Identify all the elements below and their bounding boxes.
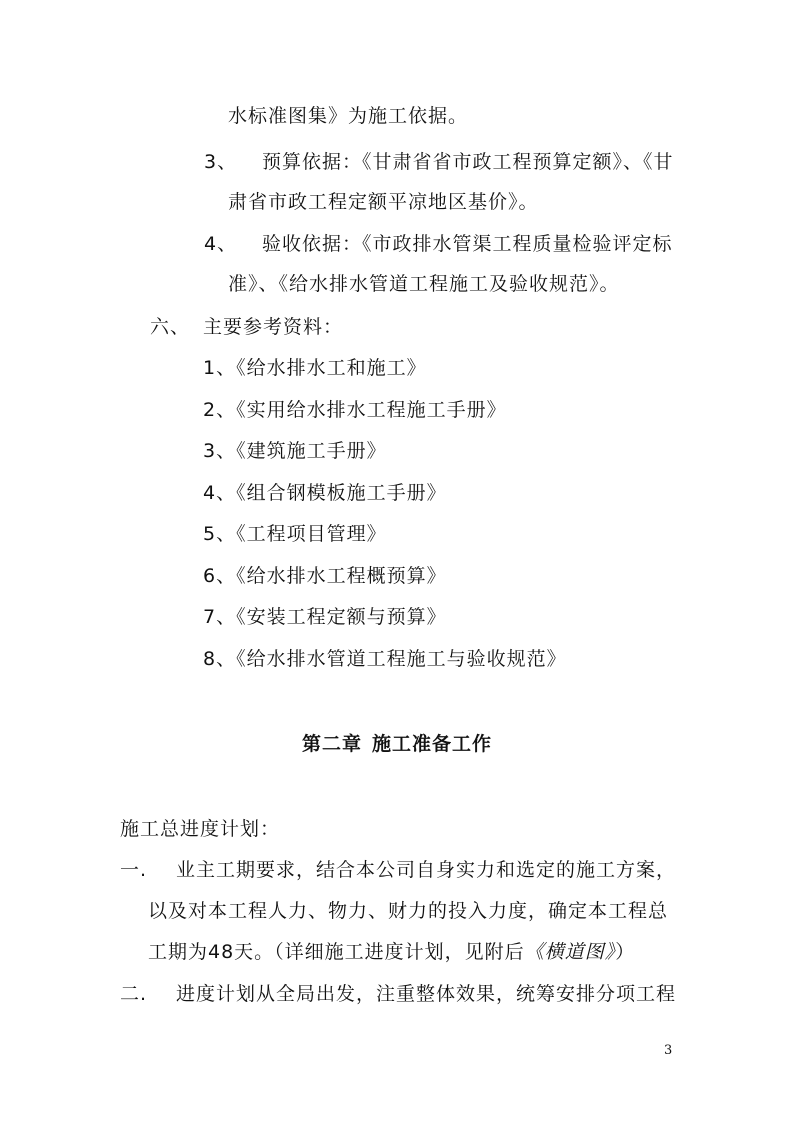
paragraph1-number: 一. xyxy=(120,859,148,881)
section6-title: 主要参考资料： xyxy=(203,316,344,338)
basis-item2-continuation: 水标准图集》为施工依据。 xyxy=(228,105,469,127)
basis-item4-line1: 验收依据：《市政排水管渠工程质量检验评定标 xyxy=(262,233,673,255)
basis-item3-line1: 预算依据：《甘肃省省市政工程预算定额》、《甘 xyxy=(262,151,674,173)
basis-item4-number: 4、 xyxy=(204,233,238,255)
reference-item: 8、《给水排水管道工程施工与验收规范》 xyxy=(203,648,567,670)
basis-item3-line2: 肃省市政工程定额平凉地区基价》。 xyxy=(228,191,539,213)
reference-item: 6、《给水排水工程概预算》 xyxy=(203,565,447,587)
chapter-heading xyxy=(0,732,794,756)
reference-item: 2、《实用给水排水工程施工手册》 xyxy=(203,399,507,421)
reference-item: 3、《建筑施工手册》 xyxy=(203,440,387,462)
paragraph1-line1: 业主工期要求，结合本公司自身实力和选定的施工方案， xyxy=(176,859,677,881)
gantt-chart-reference: 《横道图》 xyxy=(524,941,616,963)
paragraph1-line3-text: 工期为48天。（详细施工进度计划，见附后 xyxy=(148,941,525,963)
reference-item: 4、《组合钢模板施工手册》 xyxy=(203,482,447,504)
paragraph1-line3 xyxy=(148,940,635,964)
reference-item: 5、《工程项目管理》 xyxy=(203,523,387,545)
schedule-intro: 施工总进度计划： xyxy=(120,818,281,840)
paragraph2-line1: 进度计划从全局出发，注重整体效果，统筹安排分项工程 xyxy=(176,983,677,1005)
paragraph2-number: 二. xyxy=(120,983,148,1005)
page-number: 3 xyxy=(664,1043,673,1058)
reference-item: 7、《安装工程定额与预算》 xyxy=(203,606,447,628)
chapter-label: 第二章 xyxy=(301,733,362,755)
paragraph1-line3-close: ） xyxy=(615,941,636,963)
paragraph1-line2: 以及对本工程人力、物力、财力的投入力度，确定本工程总 xyxy=(148,900,669,922)
reference-item: 1、《给水排水工和施工》 xyxy=(203,357,427,379)
basis-item3-number: 3、 xyxy=(204,151,238,173)
chapter-title: 施工准备工作 xyxy=(372,733,493,755)
basis-item4-line2: 准》、《给水排水管道工程施工及验收规范》。 xyxy=(228,273,620,295)
section6-number: 六、 xyxy=(150,316,191,338)
